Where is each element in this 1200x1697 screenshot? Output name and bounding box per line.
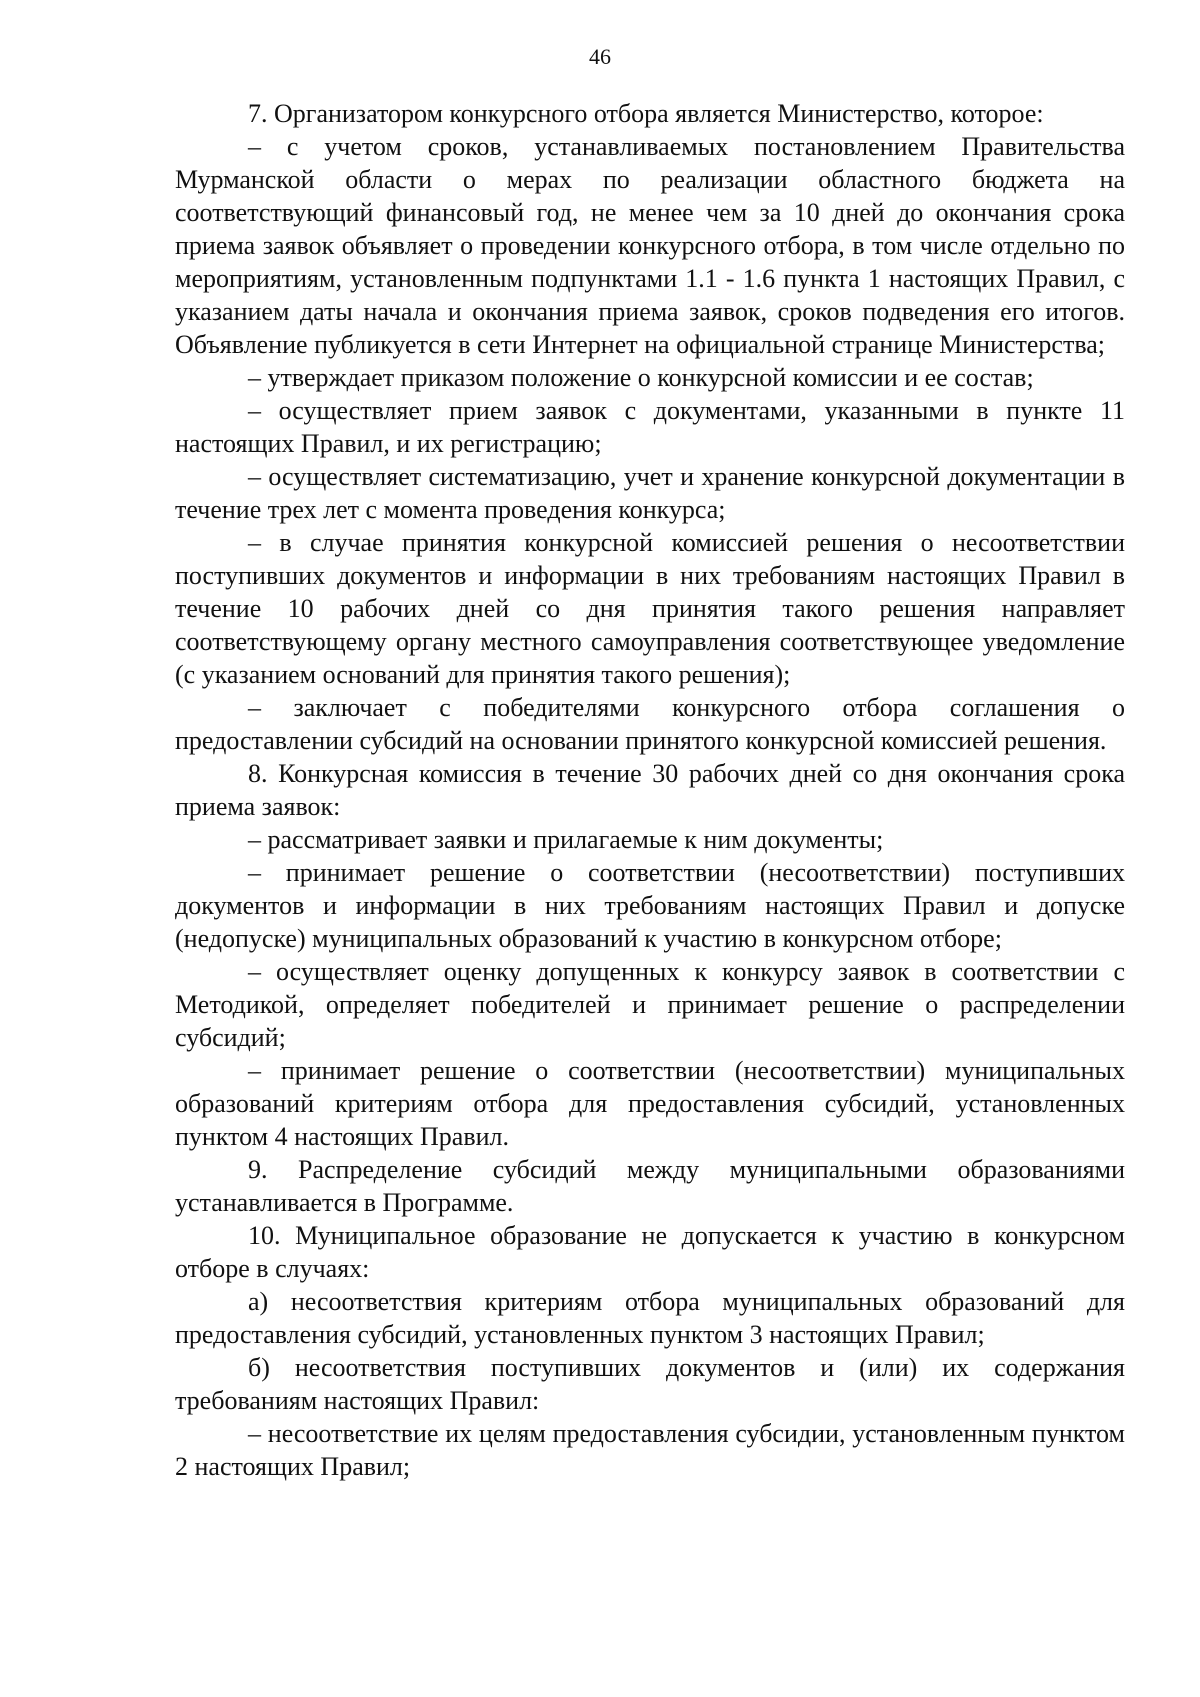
subitem-a: а) несоответствия критериям отбора муниципальных образований для предоставления субсидий, установленных пунктом 3 настоящих Правил; <box>175 1287 1125 1349</box>
list-item: – в случае принятия конкурсной комиссией решения о несоответствии поступивших документов и информации в них требованиям настоящих Правил в течение 10 рабочих дней со дня принятия такого решения направляет соответствующему органу местного самоуправления соответствующее уведомление (с указанием оснований для принятия такого решения); <box>175 528 1125 689</box>
list-item: – осуществляет оценку допущенных к конкурсу заявок в соответствии с Методикой, определяет победителей и принимает решение о распределении субсидий; <box>175 957 1125 1052</box>
subitem-b: б) несоответствия поступивших документов и (или) их содержания требованиям настоящих Правил: <box>175 1353 1125 1415</box>
list-item: – принимает решение о соответствии (несоответствии) муниципальных образований критериям отбора для предоставления субсидий, установленных пунктом 4 настоящих Правил. <box>175 1056 1125 1151</box>
list-item: – осуществляет систематизацию, учет и хранение конкурсной документации в течение трех лет с момента проведения конкурса; <box>175 462 1125 524</box>
page-number: 46 <box>589 44 611 69</box>
list-item: – принимает решение о соответствии (несоответствии) поступивших документов и информации в них требованиям настоящих Правил и допуске (недопуске) муниципальных образований к участию в конкурсном отборе; <box>175 858 1125 953</box>
list-item: – утверждает приказом положение о конкурсной комиссии и ее состав; <box>248 363 1034 392</box>
list-item: – рассматривает заявки и прилагаемые к ним документы; <box>248 825 884 854</box>
list-item: – заключает с победителями конкурсного отбора соглашения о предоставлении субсидий на основании принятого конкурсной комиссией решения. <box>175 693 1125 755</box>
paragraph-item-9: 9. Распределение субсидий между муниципальными образованиями устанавливается в Программе. <box>175 1155 1125 1217</box>
list-item: – осуществляет прием заявок с документами, указанными в пункте 11 настоящих Правил, и их регистрацию; <box>175 396 1125 458</box>
paragraph-item-8: 8. Конкурсная комиссия в течение 30 рабочих дней со дня окончания срока приема заявок: <box>175 759 1125 821</box>
list-item: – несоответствие их целям предоставления субсидии, установленным пунктом 2 настоящих Правил; <box>175 1419 1125 1481</box>
document-body <box>175 97 1125 1483</box>
paragraph-item-7: 7. Организатором конкурсного отбора является Министерство, которое: <box>248 99 1044 128</box>
paragraph-item-10: 10. Муниципальное образование не допускается к участию в конкурсном отборе в случаях: <box>175 1221 1125 1283</box>
list-item: – с учетом сроков, устанавливаемых постановлением Правительства Мурманской области о мерах по реализации областного бюджета на соответствующий финансовый год, не менее чем за 10 дней до окончания срока приема заявок объявляет о проведении конкурсного отбора, в том числе отдельно по мероприятиям, установленным подпунктами 1.1 - 1.6 пункта 1 настоящих Правил, с указанием даты начала и окончания приема заявок, сроков подведения его итогов. Объявление публикуется в сети Интернет на официальной странице Министерства; <box>175 132 1125 359</box>
